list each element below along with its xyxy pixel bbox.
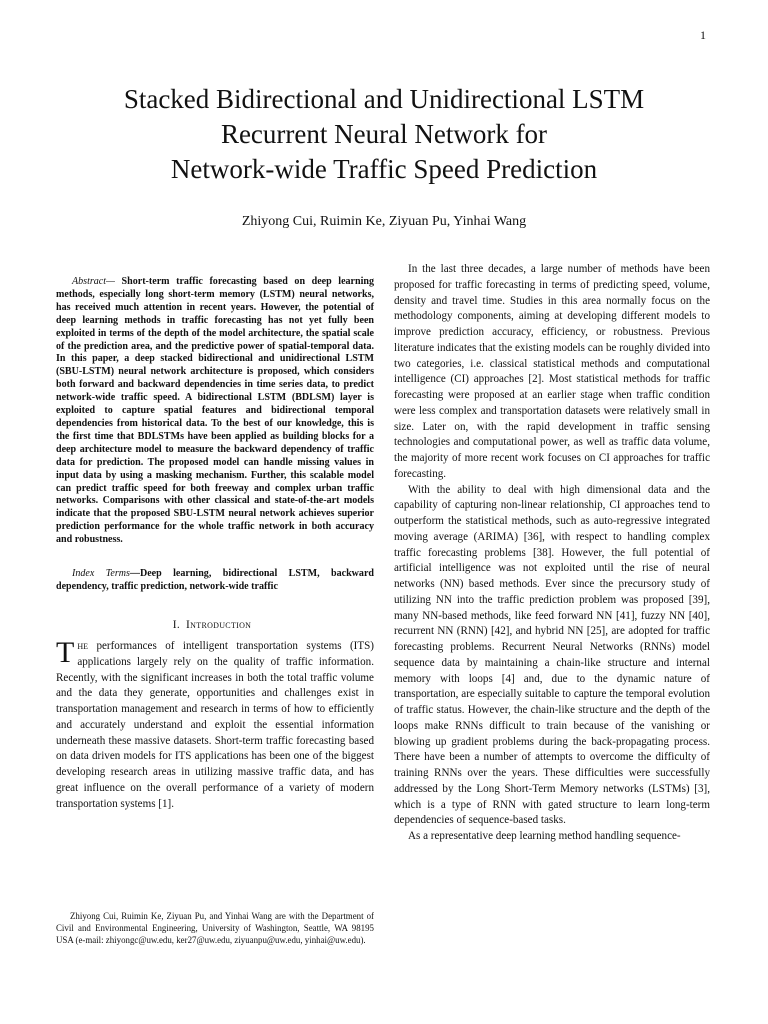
index-terms [56,567,374,593]
section-number: I. [172,619,181,632]
body-paragraph: In the last three decades, a large number of methods have been proposed for traffic forecasting in terms of predicting speed, volume, density and travel time. Studies in this area normally focus on the methodology components, aiming at developing different models to improve prediction accuracy, efficiency, or robustness. Previous literature indicates that the existing models can be roughly divided into two categories, i.e. classical statistical methods and computational intelligence (CI) approaches [2]. Most statistical methods for traffic forecasting were proposed at an earlier stage when traffic condition were less complex and transportation datasets were relatively small in size. Later on, with the rapid development in traffic sensing technologies and computational power, as well as traffic data volume, the majority of more recent work focuses on CI approaches for traffic forecasting. [394,263,710,480]
body-paragraph: With the ability to deal with high dimensional data and the capability of capturing non-linear relationship, CI approaches tend to outperform the statistical methods, such as auto-regressive integrated moving average (ARIMA) [36], with respect to handling complex traffic forecasting problems [38]. However, the full potential of artificial intelligence was not exploited until the rise of neural networks (NN) based methods. Ever since the precursory study of utilizing NN into the traffic prediction problem was proposed [39], many NN-based methods, like feed forward NN [41], fuzzy NN [40], recurrent NN (RNN) [42], and hybrid NN [25], are adopted for traffic forecasting problems. Recurrent Neural Networks (RNNs) model sequence data by maintaining a chain-like structure and internal memory with loops [4] and, due to the dynamic nature of transportation, are especially suitable to capture the temporal evolution of traffic status. However, the chain-like structure and the depth of the loops make RNNs difficult to train because of the vanishing or blowing up gradient problems during the back-propagating process. There have been a number of attempts to overcome the difficulty of training RNNs over the years. These difficulties were successfully addressed by the Long Short-Term Memory networks (LSTMs) [3], which is a type of RNN with gated structure to learn long-term dependencies of sequence-based tasks. [394,483,710,827]
title-line-1: Stacked Bidirectional and Unidirectional LSTM [123,84,645,114]
title-line-3: Network-wide Traffic Speed Prediction [170,154,598,184]
left-column [56,276,374,812]
section-title: Introduction [186,619,252,632]
paper-title [40,82,728,187]
drop-cap: T [56,636,75,670]
index-terms-text: —Deep learning, bidirectional LSTM, backward dependency, traffic prediction, network-wide traffic [56,568,374,593]
intro-text: performances of intelligent transportation systems (ITS) applications largely rely on the quality of traffic information. Recently, with the significant increases in both the total traffic volume and the data they generate, opportunities and challenges exist in transportation management and research in terms of how to efficiently and accurately understand and exploit the essential information underneath these massive datasets. Short-term traffic forecasting based on data driven models for ITS applications has been one of the biggest developing research areas in utilizing massive traffic data, and has great influence on the overall performance of a variety of modern transportation systems [1]. [56,640,374,810]
index-terms-lead: Index Terms [72,568,130,580]
title-line-2: Recurrent Neural Network for [220,119,548,149]
intro-smallcaps: he [77,640,88,653]
body-paragraph: As a representative deep learning method handling sequence- [408,830,681,842]
author-list: Zhiyong Cui, Ruimin Ke, Ziyuan Pu, Yinhai Wang [241,214,527,229]
page-number: 1 [700,28,706,42]
intro-paragraph [56,636,374,812]
abstract-lead: Abstract— [72,276,115,287]
right-column [394,262,710,845]
abstract [56,276,374,547]
section-heading [56,619,374,631]
abstract-text: Short-term traffic forecasting based on deep learning methods, especially long short-term memory (LSTM) neural networks, has received much attention in recent years. However, the potential of deep learning methods in traffic forecasting has not yet fully been exploited in terms of the depth of the model architecture, the spatial scale of the prediction area, and the predictive power of spatial-temporal data. In this paper, a deep stacked bidirectional and unidirectional LSTM (SBU-LSTM) neural network architecture is proposed, which considers both forward and backward dependencies in time series data, to predict network-wide traffic speed. A bidirectional LSTM (BDLSM) layer is exploited to capture spatial features and bidirectional temporal dependencies from historical data. To the best of our knowledge, this is the first time that BDLSTMs have been applied as building blocks for a deep architecture model to measure the backward dependency of traffic data for prediction. The proposed model can handle missing values in input data by using a masking mechanism. Further, this scalable model can predict traffic speed for both freeway and complex urban traffic networks. Comparisons with other classical and state-of-the-art models indicate that the proposed SBU-LSTM neural network achieves superior prediction performance for the whole traffic network in both accuracy and robustness. [56,276,374,546]
author-footnote: Zhiyong Cui, Ruimin Ke, Ziyuan Pu, and Yinhai Wang are with the Department of Civil and Environmental Engineering, University of Washington, Seattle, WA 98195 USA (e-mail: zhiyongc@uw.edu, ker27@uw.edu, ziyuanpu@uw.edu, yinhai@uw.edu). [56,911,374,946]
